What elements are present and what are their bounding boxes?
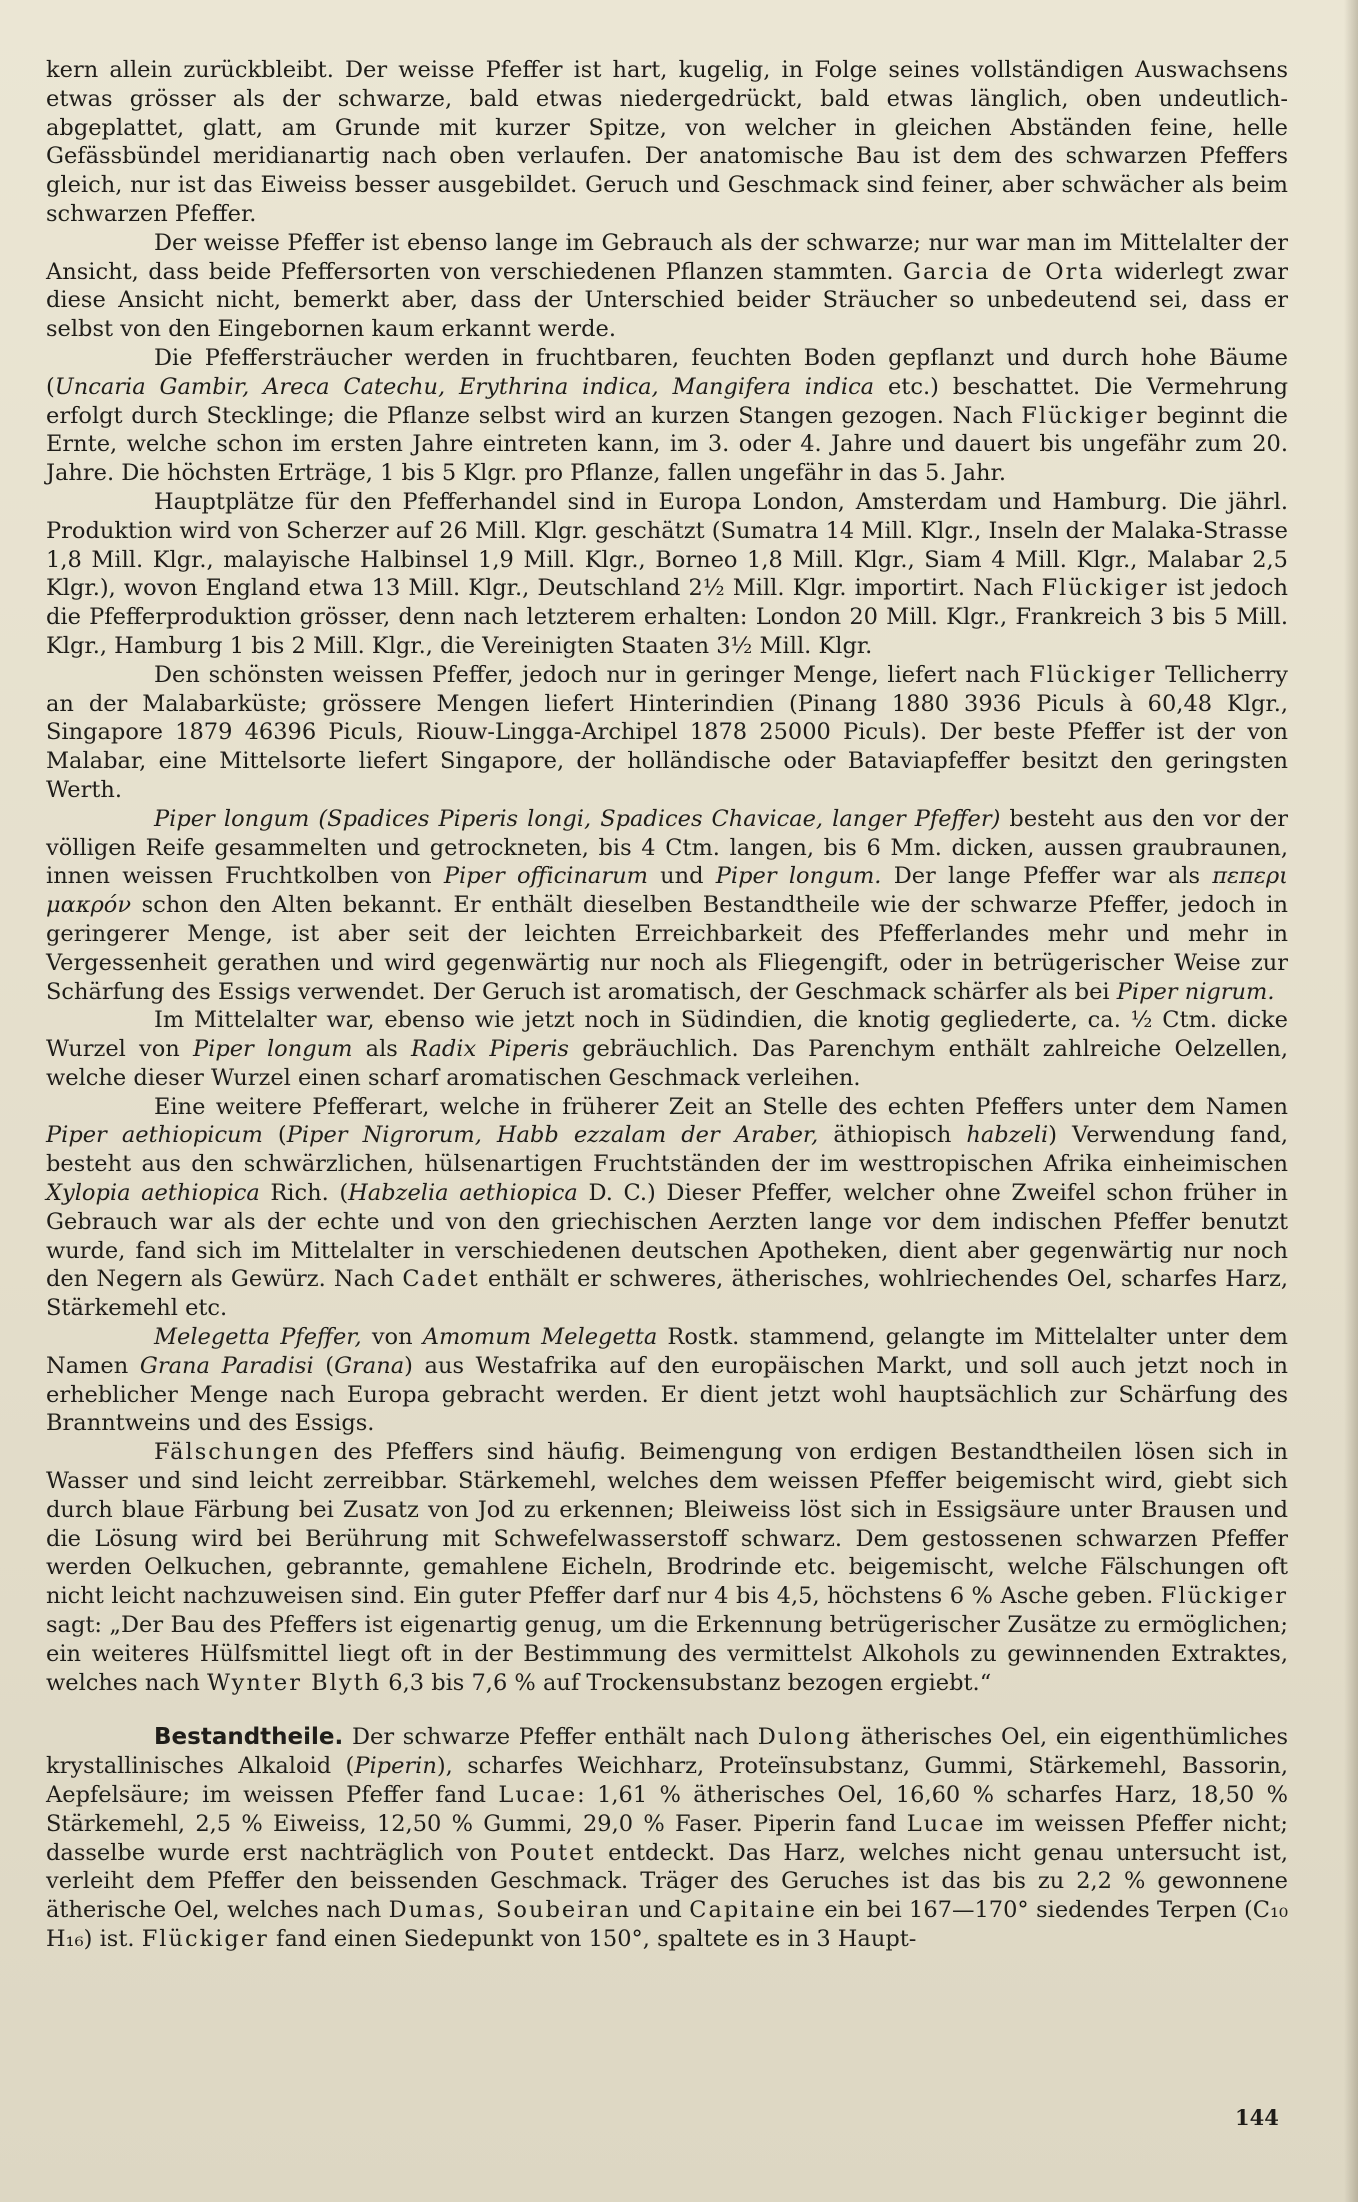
text-run: von — [361, 1324, 423, 1351]
italic-run: Piper aethiopicum — [46, 1122, 263, 1149]
italic-run: Xylopia aethiopica — [46, 1180, 260, 1207]
body-text — [46, 56, 1288, 1954]
italic-run: Amomum Melegetta — [422, 1324, 658, 1351]
text-run: Der schwarze Pfeffer enthält nach — [343, 1724, 758, 1751]
text-run: ein bei 167—170° siedendes Terpen (C₁₀ H₁₆) ist. — [46, 1897, 1288, 1952]
text-run: Hauptplätze für den Pfefferhandel sind in Europa London, Amsterdam und Hamburg. Die jährl. Produktion wird von Scherzer auf 26 Mill. Klgr. geschätzt (Sumatra 14 Mill. Klgr., Inseln der Malaka-Strasse 1,8 Mill. Klgr., malayische Halbinsel 1,9 Mill. Klgr., Borneo 1,8 Mill. Klgr., Siam 4 Mill. Klgr., Malabar 2,5 Klgr.), wovon England etwa 13 Mill. Klgr., Deutschland 2½ Mill. Klgr. importirt. Nach — [46, 488, 1288, 602]
text-run: beginnt die Ernte, welche schon im ersten Jahre eintreten kann, im 3. oder 4. Jahre und dauert bis ungefähr zum 20. Jahre. Die höchsten Erträge, 1 bis 5 Klgr. pro Pflanze, fallen ungefähr in das 5. Jahr. — [46, 402, 1288, 487]
text-run: enthält er schweres, ätherisches, wohlriechendes Oel, scharfes Harz, Stärkemehl etc. — [46, 1266, 1288, 1322]
spaced-name: Dulong — [757, 1724, 852, 1751]
text-run: besteht aus den vor der völligen Reife gesammelten und getrockneten, bis 4 Ctm. langen, bis 6 Mm. dicken, aussen graubraunen, innen weissen Fruchtkolben von — [46, 805, 1288, 890]
page-edge-shadow — [1344, 0, 1358, 2202]
italic-run: Melegetta Pfeffer, — [154, 1324, 362, 1351]
text-run: kern allein zurückbleibt. Der weisse Pfeffer ist hart, kugelig, in Folge seines vollständigen Auswachsens etwas grösser als der schwarze, bald etwas niedergedrückt, bald etwas länglich, oben undeutlich-abgeplattet, glatt, am Grunde mit kurzer Spitze, von welcher in gleichen Abständen feine, helle Gefässbündel meridianartig nach oben verlaufen. Der anatomische Bau ist dem des schwarzen Pfeffers gleich, nur ist das Eiweiss besser ausgebildet. Geruch und Geschmack sind feiner, aber schwächer als beim schwarzen Pfeffer. — [46, 57, 1288, 227]
spaced-name: Fälschungen — [154, 1439, 321, 1466]
paragraph — [46, 488, 1288, 661]
text-run: ) Verwendung fand, besteht aus den schwärzlichen, hülsenartigen Fruchtständen der im westtropischen Afrika einheimischen — [46, 1122, 1288, 1178]
spaced-name: Poutet — [509, 1839, 596, 1866]
spaced-name: Flückiger — [1021, 402, 1149, 429]
text-run: und — [631, 1897, 690, 1924]
paragraph — [46, 1438, 1288, 1697]
page-number: 144 — [1235, 2105, 1279, 2130]
text-run: im weissen Pfeffer nicht; dasselbe wurde erst nachträglich von — [46, 1810, 1288, 1866]
text-run: Der lange Pfeffer war als — [881, 863, 1213, 890]
text-run: entdeckt. Das Harz, welches nicht genau untersucht ist, verleiht dem Pfeffer den beissenden Geschmack. Träger des Geruches ist das bis zu 2,2 % gewonnene ätherische Oel, welches nach — [46, 1839, 1288, 1924]
text-run: Der weisse Pfeffer ist ebenso lange im Gebrauch als der schwarze; nur war man im Mittelalter der Ansicht, dass beide Pfeffersorten von verschiedenen Pflanzen stammten. — [46, 229, 1288, 285]
italic-run: Piper longum — [192, 1036, 353, 1063]
text-run: Die Pfeffersträucher werden in fruchtbaren, feuchten Boden gepflanzt und durch hohe Bäume ( — [46, 344, 1288, 400]
text-run: ( — [262, 1122, 287, 1149]
text-run: etc.) beschattet. Die Vermehrung erfolgt durch Stecklinge; die Pflanze selbst wird an kurzen Stangen gezogen. Nach — [46, 373, 1289, 429]
text-run: des Pfeffers sind häufig. Beimengung von erdigen Bestandtheilen lösen sich in Wasser und sind leicht zerreibbar. Stärkemehl, welches dem weissen Pfeffer beigemischt wird, giebt sich durch blaue Färbung bei Zusatz von Jod zu erkennen; Bleiweiss löst sich in Essigsäure unter Brausen und die Lösung wird bei Berührung mit Schwefelwasserstoff schwarz. Dem gestossenen schwarzen Pfeffer werden Oelkuchen, gebrannte, gemahlene Eicheln, Brodrinde etc. beigemischt, welche Fälschungen oft nicht leicht nachzuweisen sind. Ein guter Pfeffer darf nur 4 bis 4,5, höchstens 6 % Asche geben. — [46, 1439, 1288, 1610]
paragraph — [46, 805, 1288, 1007]
text-run: Den schönsten weissen Pfeffer, jedoch nur in geringer Menge, liefert nach — [154, 661, 1030, 688]
text-run: ) aus Westafrika auf den europäischen Markt, und soll auch jetzt noch in erheblicher Menge nach Europa gebracht werden. Er dient jetzt wohl hauptsächlich zur Schärfung des Branntweins und des Essigs. — [46, 1352, 1288, 1437]
text-run: fand einen Siedepunkt von 150°, spaltete es in 3 Haupt- — [268, 1926, 917, 1952]
text-run: D. C.) Dieser Pfeffer, welcher ohne Zweifel schon früher in Gebrauch war als der echte und von den griechischen Aerzten lange vor dem indischen Pfeffer benutzt wurde, fand sich im Mittelalter in verschiedenen deutschen Apotheken, dient aber gegenwärtig nur noch den Negern als Gewürz. Nach — [46, 1180, 1289, 1293]
text-run: äthiopisch — [818, 1122, 967, 1149]
spaced-name: Capitaine — [689, 1897, 817, 1924]
text-run: : 1,61 % ätherisches Oel, 16,60 % scharfes Harz, 18,50 % Stärkemehl, 2,5 % Eiweiss, 12,50 % Gummi, 29,0 % Faser. Piperin fand — [46, 1782, 1288, 1837]
section-heading: Bestandtheile. — [154, 1724, 344, 1751]
paragraph — [46, 661, 1288, 805]
paragraph — [46, 1723, 1288, 1953]
paragraph — [46, 1093, 1288, 1323]
text-run: Rich. ( — [259, 1180, 349, 1207]
spaced-name: Flückiger — [1160, 1583, 1288, 1610]
italic-run: Piperin — [354, 1753, 437, 1780]
italic-run: Habzelia aethiopica — [348, 1180, 578, 1207]
italic-run: Piper longum (Spadices Piperis longi, Spadices Chavicae, langer Pfeffer) — [154, 805, 1001, 832]
spaced-name: Dumas, Soubeiran — [388, 1897, 632, 1924]
paragraph — [46, 56, 1288, 229]
spaced-name: Lucae — [906, 1810, 986, 1837]
text-run: Rostk. stammend, gelangte im Mittelalter unter dem Namen — [46, 1324, 1288, 1379]
text-run: ), scharfes Weichharz, Proteïnsubstanz, Gummi, Stärkemehl, Bassorin, Aepfelsäure; im weissen Pfeffer fand — [46, 1753, 1289, 1809]
paragraph — [46, 1323, 1288, 1438]
text-run: Tellicherry an der Malabarküste; grössere Mengen liefert Hinterindien (Pinang 1880 3936 Piculs à 60,48 Klgr., Singapore 1879 46396 Piculs, Riouw-Lingga-Archipel 1878 25000 Piculs). Der beste Pfeffer ist der von Malabar, eine Mittelsorte liefert Singapore, der holländische oder Bataviapfeffer besitzt den geringsten Werth. — [46, 661, 1288, 803]
text-run: und — [647, 863, 716, 890]
text-run: gebräuchlich. Das Parenchym enthält zahlreiche Oelzellen, welche dieser Wurzel einen scharf aromatischen Geschmack verleihen. — [46, 1036, 1288, 1091]
italic-run: πεπερι μακρόν — [46, 863, 1288, 919]
spaced-name: Flückiger — [1041, 575, 1169, 602]
italic-run: Piper nigrum. — [1116, 978, 1275, 1005]
italic-run: Grana Paradisi — [139, 1352, 314, 1379]
text-run: ist jedoch die Pfefferproduktion grösser, denn nach letzterem erhalten: London 20 Mill. Klgr., Frankreich 3 bis 5 Mill. Klgr., Hamburg 1 bis 2 Mill. Klgr., die Vereinigten Staaten 3½ Mill. Klgr. — [46, 575, 1288, 659]
paragraph — [46, 344, 1288, 488]
spaced-name: Lucae — [498, 1782, 578, 1809]
italic-run: Piper Nigrorum, Habb ezzalam der Araber, — [286, 1122, 819, 1149]
italic-run: Uncaria Gambir, Areca Catechu, Erythrina indica, Mangifera indica — [54, 373, 875, 400]
text-run: als — [352, 1036, 412, 1063]
text-run: 6,3 bis 7,6 % auf Trockensubstanz bezogen ergiebt.“ — [381, 1669, 992, 1696]
italic-run: Piper officinarum — [443, 863, 648, 890]
spaced-name: Cadet — [402, 1266, 480, 1293]
text-run: ( — [313, 1352, 335, 1379]
italic-run: habzeli — [966, 1122, 1049, 1149]
paragraph — [46, 1006, 1288, 1092]
spaced-name: Flückiger — [141, 1926, 269, 1952]
spaced-name: Garcia de Orta — [903, 258, 1105, 285]
spaced-name: Wynter Blyth — [207, 1669, 382, 1696]
italic-run: Radix Piperis — [411, 1036, 569, 1063]
text-run: Eine weitere Pfefferart, welche in früherer Zeit an Stelle des echten Pfeffers unter dem Namen — [154, 1093, 1288, 1120]
text-run: Im Mittelalter war, ebenso wie jetzt noch in Südindien, die knotig gegliederte, ca. ½ Ctm. dicke Wurzel von — [46, 1007, 1288, 1063]
text-run: ätherisches Oel, ein eigenthümliches krystallinisches Alkaloid ( — [46, 1724, 1288, 1780]
italic-run: Piper longum. — [715, 863, 882, 890]
spaced-name: Flückiger — [1029, 661, 1157, 688]
italic-run: Grana — [334, 1352, 405, 1379]
paragraph — [46, 229, 1288, 344]
text-run: widerlegt zwar diese Ansicht nicht, bemerkt aber, dass der Unterschied beider Sträucher so unbedeutend sei, dass er selbst von den Eingebornen kaum erkannt werde. — [46, 258, 1288, 343]
text-run: sagt: „Der Bau des Pfeffers ist eigenartig genug, um die Erkennung betrügerischer Zusätze zu ermöglichen; ein weiteres Hülfsmittel liegt oft in der Bestimmung des vermittelst Alkohols zu gewinnenden Extraktes, welches nach — [46, 1612, 1288, 1696]
text-run: schon den Alten bekannt. Er enthält dieselben Bestandtheile wie der schwarze Pfeffer, jedoch in geringerer Menge, ist aber seit der leichten Erreichbarkeit des Pfefferlandes mehr und mehr in Vergessenheit gerathen und wird gegenwärtig nur noch als Fliegengift, oder in betrügerischer Weise zur Schärfung des Essigs verwendet. Der Geruch ist aromatisch, der Geschmack schärfer als bei — [46, 892, 1288, 1005]
